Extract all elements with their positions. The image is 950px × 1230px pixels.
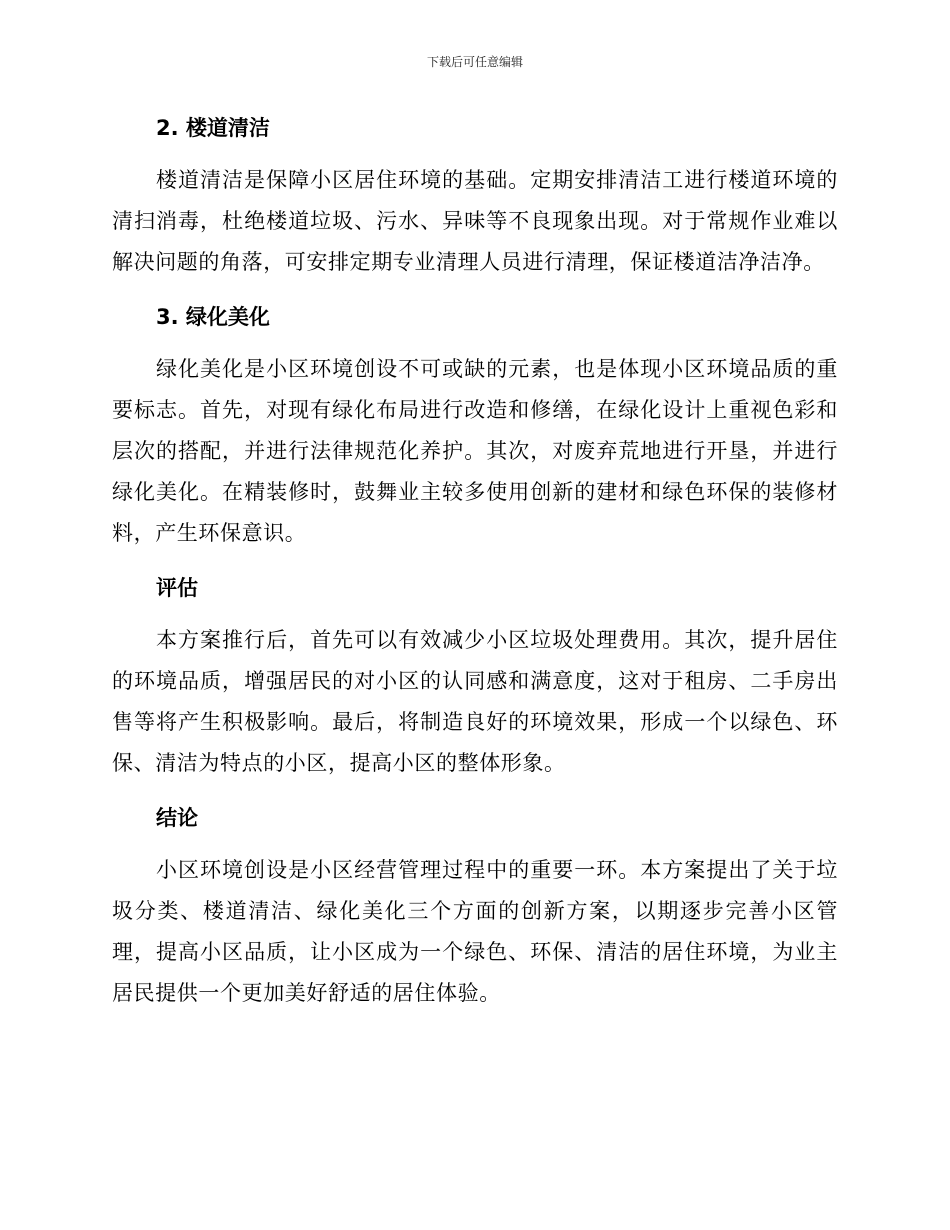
section-paragraph: 绿化美化是小区环境创设不可或缺的元素，也是体现小区环境品质的重要标志。首先，对现有绿化布局进行改造和修缮，在绿化设计上重视色彩和层次的搭配，并进行法律规范化养护。其次，对废弃荒地进行开垦，并进行绿化美化。在精装修时，鼓舞业主较多使用创新的建材和绿色环保的装修材料，产生环保意识。 bbox=[112, 357, 838, 545]
page-header: 下载后可任意编辑 bbox=[426, 55, 523, 69]
section-heading: 2. 楼道清洁 bbox=[156, 116, 270, 140]
document-body bbox=[112, 108, 838, 1028]
section-stairwell-cleaning bbox=[112, 108, 838, 283]
section-paragraph: 本方案推行后，首先可以有效减少小区垃圾处理费用。其次，提升居住的环境品质，增强居民的对小区的认同感和满意度，这对于租房、二手房出售等将产生积极影响。最后，将制造良好的环境效果，形成一个以绿色、环保、清洁为特点的小区，提高小区的整体形象。 bbox=[112, 628, 838, 775]
section-paragraph: 小区环境创设是小区经营管理过程中的重要一环。本方案提出了关于垃圾分类、楼道清洁、绿化美化三个方面的创新方案，以期逐步完善小区管理，提高小区品质，让小区成为一个绿色、环保、清洁的居住环境，为业主居民提供一个更加美好舒适的居住体验。 bbox=[112, 858, 838, 1005]
section-heading: 评估 bbox=[156, 576, 198, 600]
section-conclusion bbox=[112, 798, 838, 1014]
section-greening bbox=[112, 297, 838, 554]
section-evaluation bbox=[112, 568, 838, 784]
section-paragraph: 楼道清洁是保障小区居住环境的基础。定期安排清洁工进行楼道环境的清扫消毒，杜绝楼道垃圾、污水、异味等不良现象出现。对于常规作业难以解决问题的角落，可安排定期专业清理人员进行清理，保证楼道洁净洁净。 bbox=[112, 168, 838, 274]
section-heading: 结论 bbox=[156, 806, 198, 830]
section-heading: 3. 绿化美化 bbox=[156, 305, 270, 329]
